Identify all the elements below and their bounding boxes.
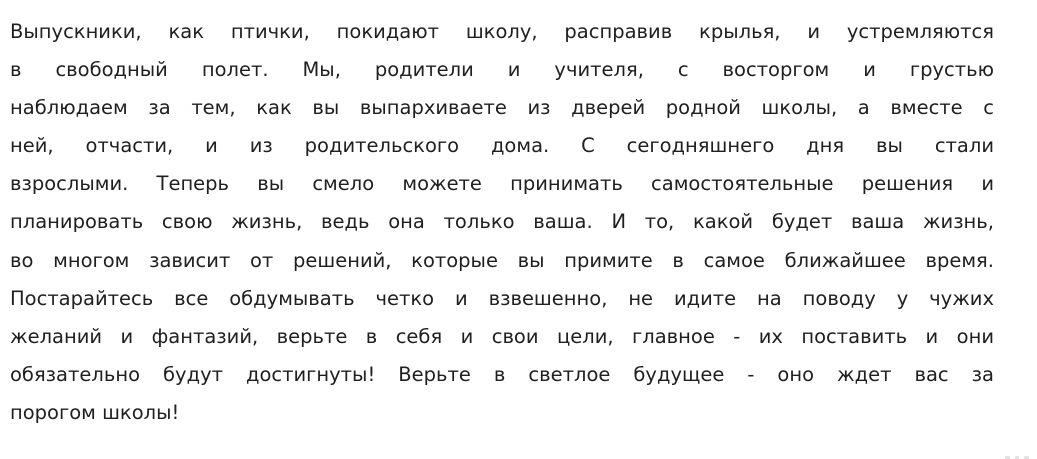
text-line: наблюдаем за тем, как вы выпархиваете из дверей родной школы, а вместе с xyxy=(10,96,994,120)
text-line: ней, отчасти, и из родительского дома. С сегодняшнего дня вы стали xyxy=(10,134,994,158)
text-line: обязательно будут достигнуты! Верьте в светлое будущее - оно ждет вас за xyxy=(10,362,994,386)
body-text xyxy=(10,13,994,432)
text-line: желаний и фантазий, верьте в себя и свои цели, главное - их поставить и они xyxy=(10,324,994,348)
text-line: Постарайтесь все обдумывать четко и взвешенно, не идите на поводу у чужих xyxy=(10,286,994,310)
text-line: во многом зависит от решений, которые вы примите в самое ближайшее время. xyxy=(10,248,994,272)
text-line-last: порогом школы! xyxy=(10,400,180,424)
text-line: Выпускники, как птички, покидают школу, расправив крылья, и устремляются xyxy=(10,20,994,43)
corner-decoration xyxy=(1005,455,1029,459)
text-line: в свободный полет. Мы, родители и учителя, с восторгом и грустью xyxy=(10,58,994,82)
text-line: планировать свою жизнь, ведь она только ваша. И то, какой будет ваша жизнь, xyxy=(10,210,994,234)
text-line: взрослыми. Теперь вы смело можете принимать самостоятельные решения и xyxy=(10,172,994,196)
